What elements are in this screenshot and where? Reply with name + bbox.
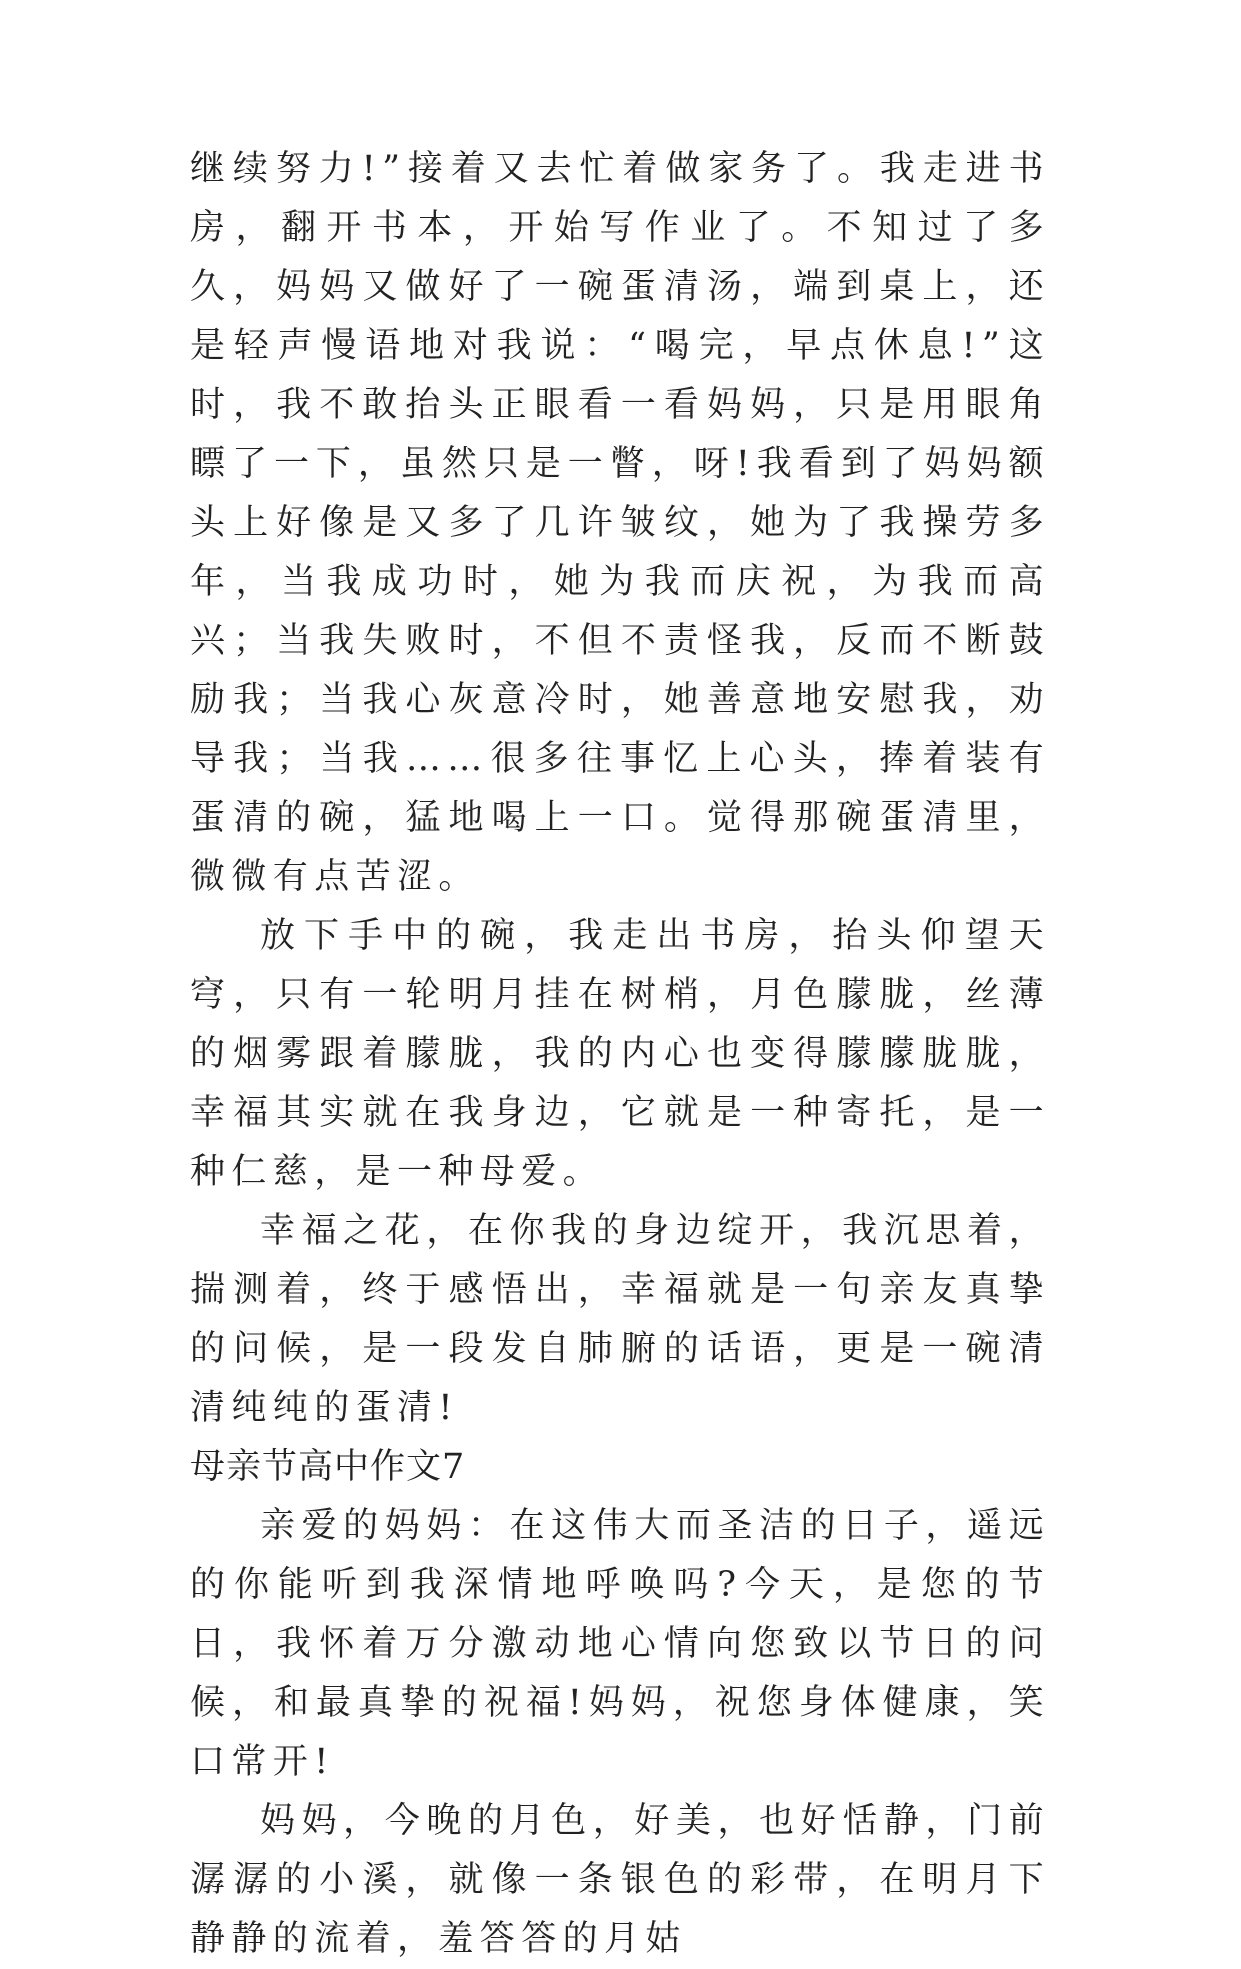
paragraph-4: 亲爱的妈妈：在这伟大而圣洁的日子，遥远的你能听到我深情地呼唤吗?今天，是您的节日，我怀着万分激动地心情向您致以节日的问候，和最真挚的祝福!妈妈，祝您身体健康，笑口常开! [190,1506,1050,1782]
paragraph-5: 妈妈，今晚的月色，好美，也好恬静，门前潺潺的小溪，就像一条银色的彩带，在明月下静静的流着，羞答答的月姑 [190,1801,1050,1959]
paragraph-3: 幸福之花，在你我的身边绽开，我沉思着，揣测着，终于感悟出，幸福就是一句亲友真挚的问候，是一段发自肺腑的话语，更是一碗清清纯纯的蛋清! [190,1211,1050,1428]
document-page [190,140,1050,1969]
paragraph-2: 放下手中的碗，我走出书房，抬头仰望天穹，只有一轮明月挂在树梢，月色朦胧，丝薄的烟雾跟着朦胧，我的内心也变得朦朦胧胧，幸福其实就在我身边，它就是一种寄托，是一种仁慈，是一种母爱。 [190,916,1050,1192]
paragraph-1: 继续努力!”接着又去忙着做家务了。我走进书房，翻开书本，开始写作业了。不知过了多久，妈妈又做好了一碗蛋清汤，端到桌上，还是轻声慢语地对我说：“喝完，早点休息!”这时，我不敢抬头正眼看一看妈妈，只是用眼角瞟了一下，虽然只是一瞥，呀!我看到了妈妈额头上好像是又多了几许皱纹，她为了我操劳多年，当我成功时，她为我而庆祝，为我而高兴；当我失败时，不但不责怪我，反而不断鼓励我；当我心灰意冷时，她善意地安慰我，劝导我；当我……很多往事忆上心头，捧着装有蛋清的碗，猛地喝上一口。觉得那碗蛋清里，微微有点苦涩。 [190,149,1050,897]
section-heading: 母亲节高中作文7 [190,1447,466,1487]
